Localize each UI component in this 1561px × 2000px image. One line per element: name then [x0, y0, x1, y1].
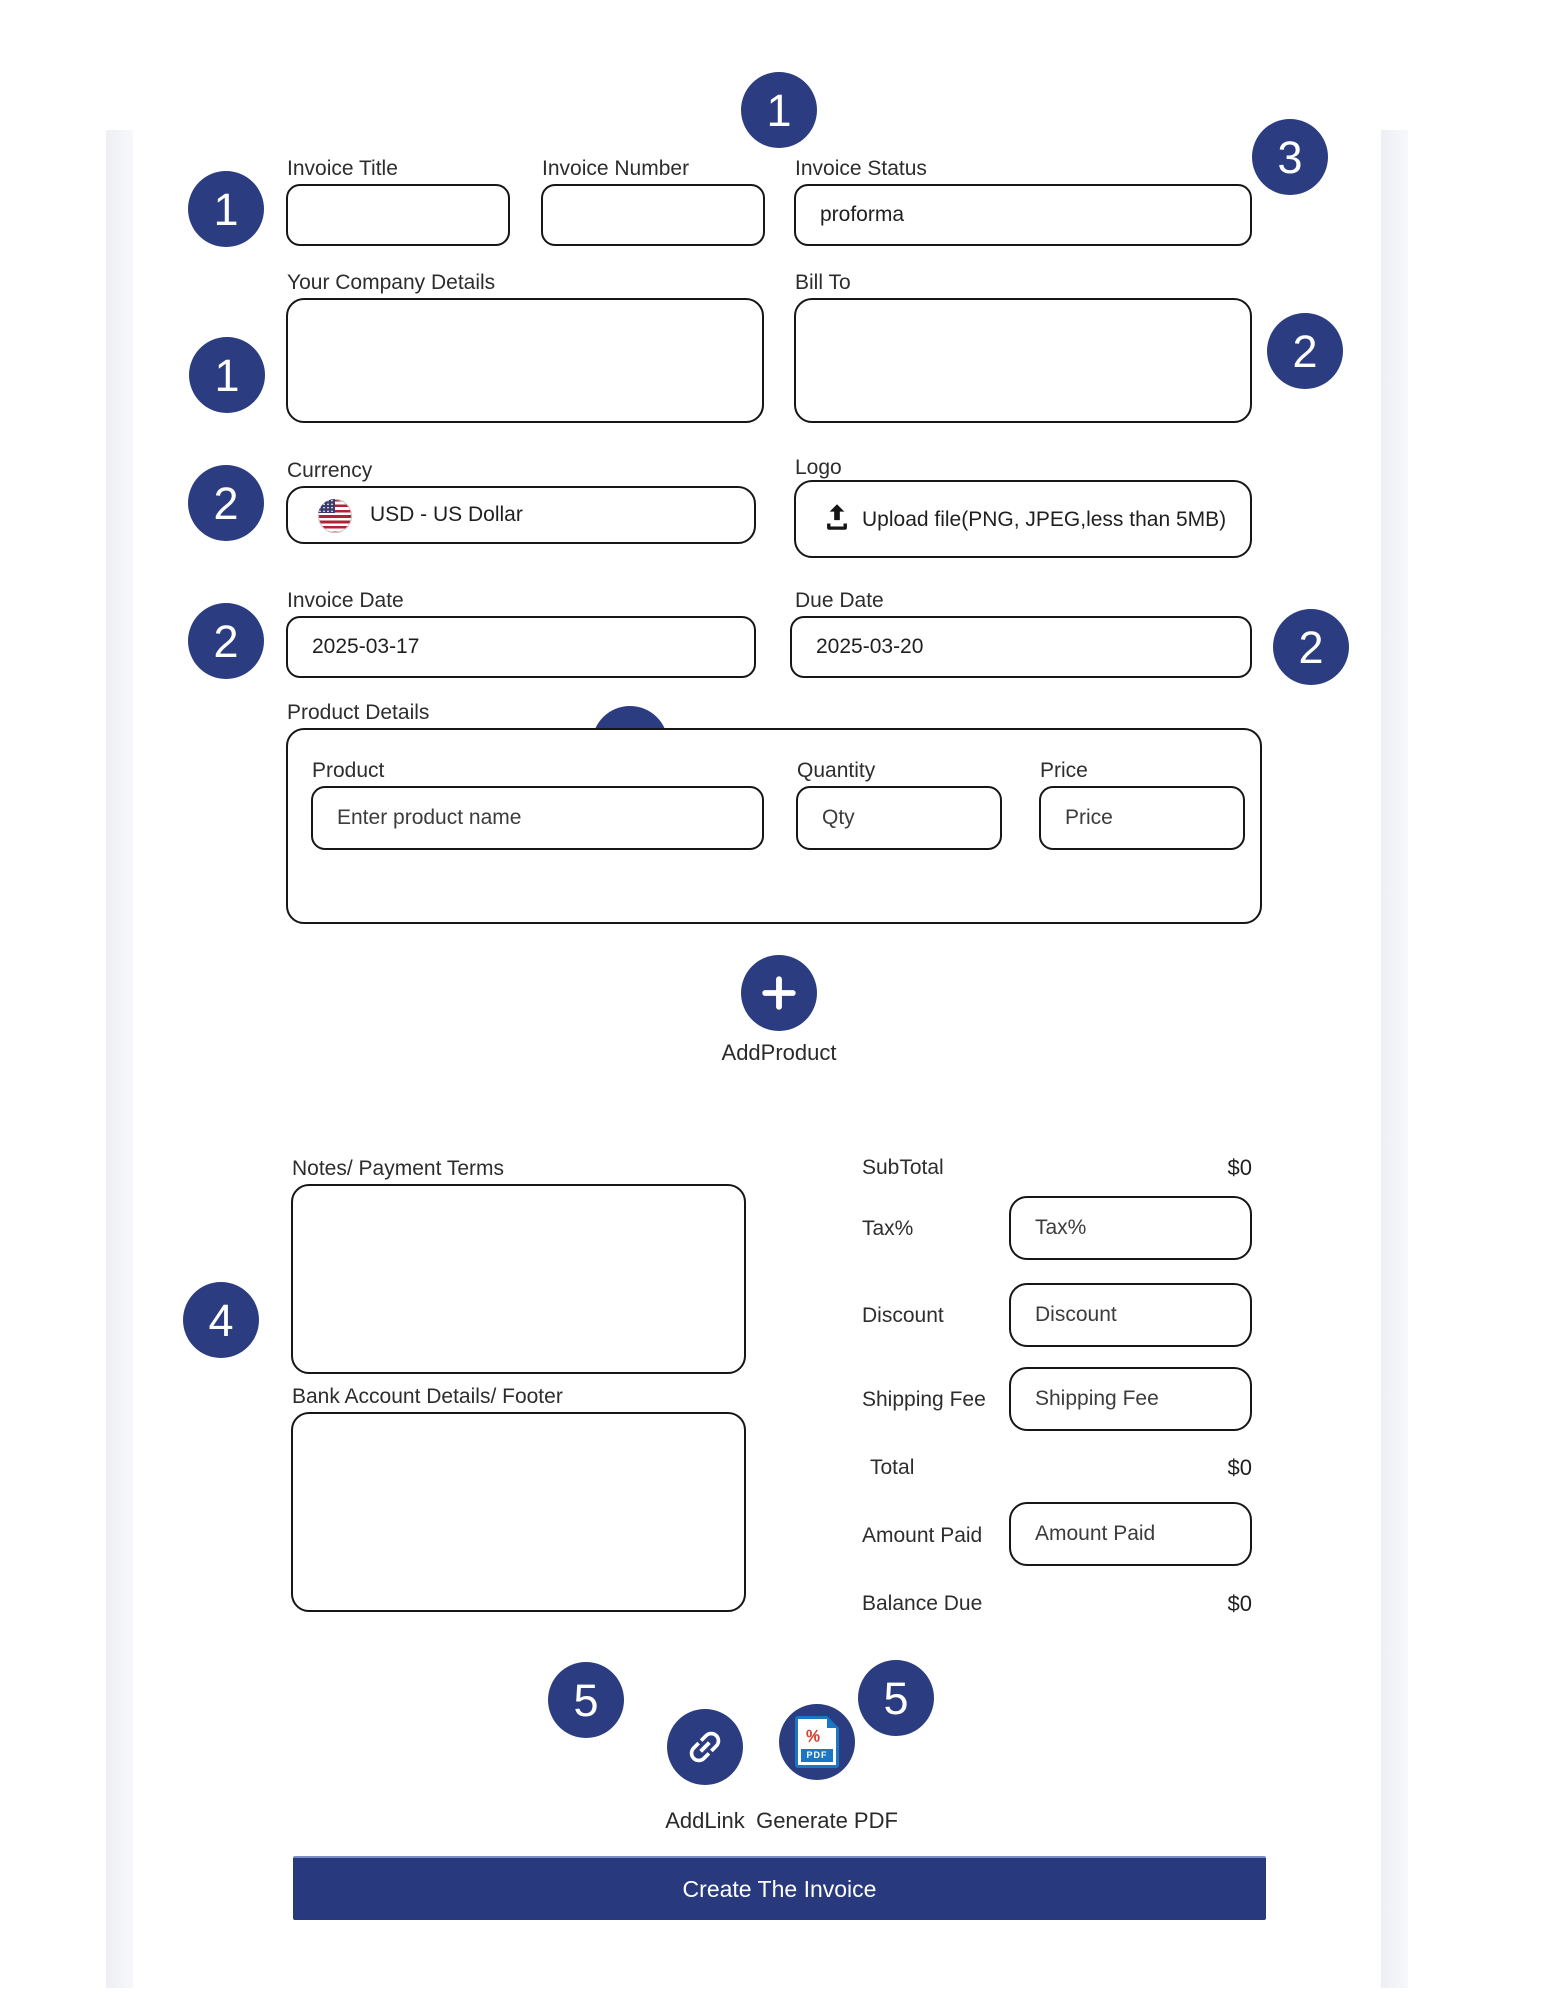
company-details-textarea[interactable] [286, 298, 764, 423]
notes-label: Notes/ Payment Terms [292, 1157, 505, 1180]
invoice-title-input[interactable] [286, 184, 510, 246]
company-details-label: Your Company Details [287, 271, 496, 294]
step-badge-5-addlink: 5 [548, 1662, 624, 1738]
currency-label: Currency [287, 459, 373, 482]
upload-icon [820, 500, 854, 534]
step-badge-2-currency: 2 [188, 465, 264, 541]
invoice-title-label: Invoice Title [287, 157, 398, 180]
amount-paid-input[interactable] [1009, 1502, 1252, 1566]
price-label: Price [1040, 759, 1088, 782]
invoice-date-input[interactable] [286, 616, 756, 678]
logo-label: Logo [795, 456, 842, 479]
tax-label: Tax% [862, 1217, 914, 1240]
shipping-fee-input[interactable] [1009, 1367, 1252, 1431]
pdf-file-icon: ﹪ PDF [795, 1716, 839, 1768]
step-badge-4-notes: 4 [183, 1282, 259, 1358]
bill-to-textarea[interactable] [794, 298, 1252, 423]
quantity-label: Quantity [797, 759, 876, 782]
product-name-input[interactable] [311, 786, 764, 850]
step-badge-1-company: 1 [189, 337, 265, 413]
step-badge-2-invoice-date: 2 [188, 603, 264, 679]
add-product-button[interactable] [741, 955, 817, 1031]
step-badge-3-status: 3 [1252, 119, 1328, 195]
add-product-label: AddProduct [721, 1040, 837, 1065]
price-input[interactable] [1039, 786, 1245, 850]
total-label: Total [870, 1456, 915, 1479]
balance-due-label: Balance Due [862, 1592, 983, 1615]
invoice-status-input[interactable] [794, 184, 1252, 246]
quantity-input[interactable] [796, 786, 1002, 850]
balance-due-value: $0 [1227, 1591, 1252, 1616]
invoice-date-label: Invoice Date [287, 589, 404, 612]
shipping-fee-label: Shipping Fee [862, 1388, 986, 1411]
invoice-number-input[interactable] [541, 184, 765, 246]
tax-input[interactable] [1009, 1196, 1252, 1260]
step-badge-1-top: 1 [741, 72, 817, 148]
total-value: $0 [1227, 1455, 1252, 1480]
due-date-input[interactable] [790, 616, 1252, 678]
step-badge-2-due-date: 2 [1273, 609, 1349, 685]
discount-label: Discount [862, 1304, 944, 1327]
logo-upload-dropzone[interactable] [794, 480, 1252, 558]
notes-textarea[interactable] [291, 1184, 746, 1374]
invoice-number-label: Invoice Number [542, 157, 690, 180]
amount-paid-label: Amount Paid [862, 1524, 983, 1547]
create-invoice-button[interactable]: Create The Invoice [293, 1856, 1266, 1920]
currency-value: USD - US Dollar [370, 503, 523, 526]
bank-details-label: Bank Account Details/ Footer [292, 1385, 563, 1408]
step-badge-2-billto: 2 [1267, 313, 1343, 389]
subtotal-value: $0 [1227, 1155, 1252, 1180]
link-icon [675, 1717, 734, 1776]
add-link-label: AddLink [665, 1808, 745, 1833]
us-flag-icon [318, 499, 352, 533]
product-details-label: Product Details [287, 701, 430, 724]
add-link-button[interactable] [667, 1709, 743, 1785]
discount-input[interactable] [1009, 1283, 1252, 1347]
generate-pdf-button[interactable] [779, 1704, 855, 1780]
invoice-status-label: Invoice Status [795, 157, 927, 180]
product-label: Product [312, 759, 385, 782]
plus-icon [757, 971, 801, 1015]
page-shadow-left [106, 130, 133, 1988]
step-badge-5-pdf: 5 [858, 1660, 934, 1736]
step-badge-1-title: 1 [188, 171, 264, 247]
currency-select[interactable] [286, 486, 756, 544]
bank-details-textarea[interactable] [291, 1412, 746, 1612]
subtotal-label: SubTotal [862, 1156, 944, 1179]
generate-pdf-label: Generate PDF [756, 1808, 898, 1833]
due-date-label: Due Date [795, 589, 884, 612]
upload-hint-text: Upload file(PNG, JPEG,less than 5MB) [862, 508, 1227, 531]
bill-to-label: Bill To [795, 271, 851, 294]
page-shadow-right [1381, 130, 1408, 1988]
